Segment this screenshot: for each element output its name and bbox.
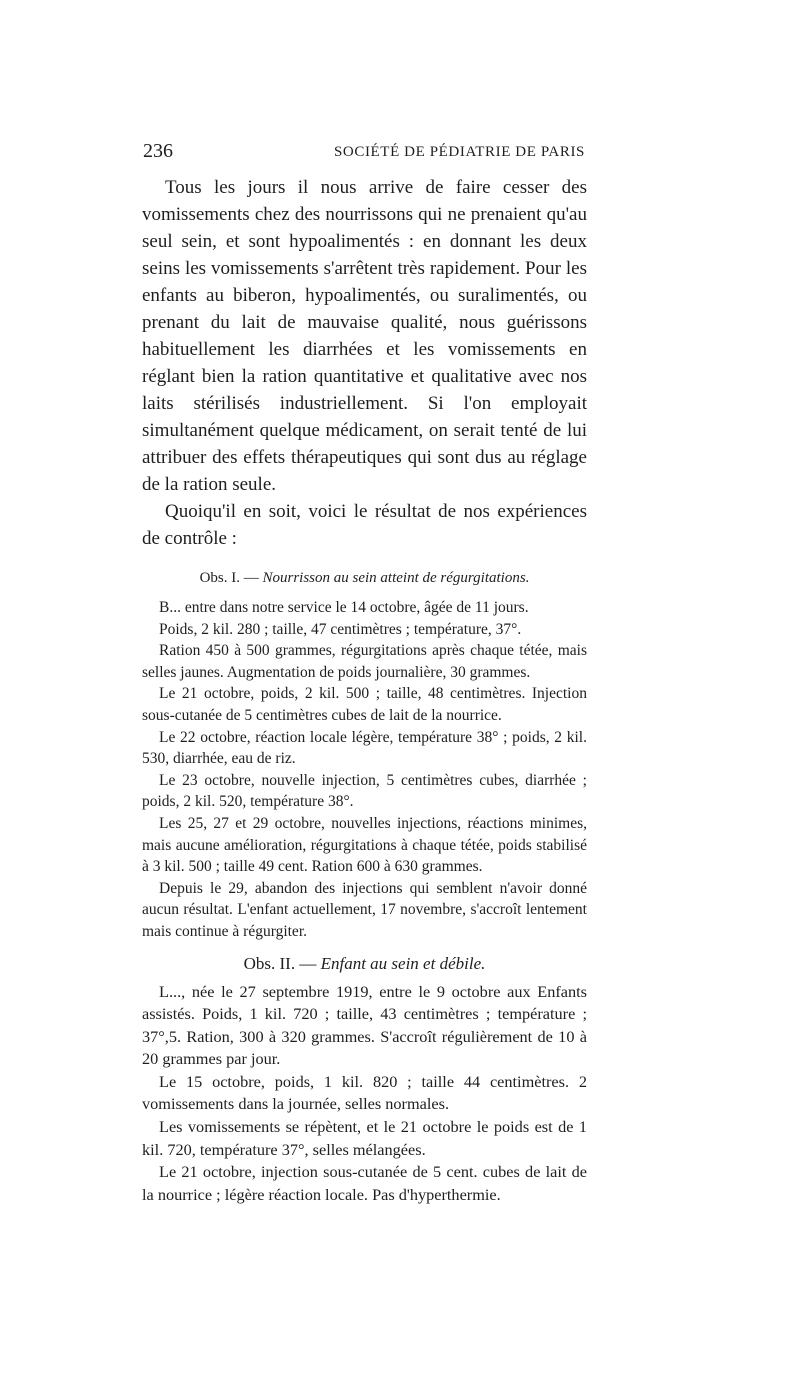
paragraph: Les 25, 27 et 29 octobre, nouvelles injections, réactions minimes, mais aucune amélioration, régurgitations à chaque tétée, poids stabilisé à 3 kil. 500 ; taille 49 cent. Ration 600 à 630 grammes. <box>142 814 587 876</box>
paragraph: Le 21 octobre, poids, 2 kil. 500 ; taille, 48 centimètres. Injection sous-cutanée de 5 centimètres cubes de lait de la nourrice. <box>142 685 587 724</box>
paragraph: Ration 450 à 500 grammes, régurgitations après chaque tétée, mais selles jaunes. Augmentation de poids journalière, 30 grammes. <box>142 642 587 681</box>
paragraph: Le 22 octobre, réaction locale légère, température 38° ; poids, 2 kil. 530, diarrhée, eau de riz. <box>142 728 587 768</box>
paragraph: B... entre dans notre service le 14 octobre, âgée de 11 jours. <box>159 599 529 616</box>
observation-heading <box>142 567 587 589</box>
observation-1 <box>142 597 587 943</box>
intro-section <box>142 174 587 552</box>
page-header <box>143 140 585 168</box>
paragraph: Tous les jours il nous arrive de faire cesser des vomissements chez des nourrissons qui ne prenaient qu'au seul sein, et sont hypoalimentés : en donnant les deux seins les vomissements s'arrêtent très rapidement. Pour les enfants au biberon, hypoalimentés, ou suralimentés, ou prenant du lait de mauvaise qualité, nous guérissons habituellement les diarrhées et les vomissements en réglant bien la ration quantitative et qualitative avec nos laits stérilisés industriellement. Si l'on employait simultanément quelque médicament, on serait tenté de lui attribuer des effets thérapeutiques qui sont dus au réglage de la ration seule. <box>142 177 587 495</box>
paragraph: Le 15 octobre, poids, 1 kil. 820 ; taille 44 centimètres. 2 vomissements dans la journée, selles normales. <box>142 1071 587 1114</box>
running-title: SOCIÉTÉ DE PÉDIATRIE DE PARIS <box>333 144 585 160</box>
observation-heading <box>142 953 587 975</box>
paragraph: Le 21 octobre, injection sous-cutanée de 5 cent. cubes de lait de la nourrice ; légère réaction locale. Pas d'hyperthermie. <box>142 1162 587 1204</box>
observation-label: Obs. II. — <box>243 953 321 973</box>
paragraph: Les vomissements se répètent, et le 21 octobre le poids est de 1 kil. 720, température 37°, selles mélangées. <box>142 1117 587 1159</box>
paragraph: Depuis le 29, abandon des injections qui semblent n'avoir donné aucun résultat. L'enfant actuellement, 17 novembre, s'accroît lentement mais continue à régurgiter. <box>142 879 587 940</box>
observation-label: Obs. I. — <box>199 570 263 586</box>
observation-2 <box>142 981 587 1207</box>
paragraph: L..., née le 27 septembre 1919, entre le 9 octobre aux Enfants assistés. Poids, 1 kil. 720 ; taille, 43 centimètres ; température ; 37°,5. Ration, 300 à 320 grammes. S'accroît régulièrement de 10 à 20 grammes par jour. <box>142 981 587 1069</box>
paragraph: Le 23 octobre, nouvelle injection, 5 centimètres cubes, diarrhée ; poids, 2 kil. 520, température 38°. <box>142 771 587 811</box>
paragraph: Quoiqu'il en soit, voici le résultat de nos expériences de contrôle : <box>142 501 587 549</box>
page-body <box>142 174 587 1206</box>
page-number: 236 <box>143 140 173 162</box>
paragraph: Poids, 2 kil. 280 ; taille, 47 centimètres ; température, 37°. <box>159 620 522 638</box>
observation-title: Enfant au sein et débile. <box>320 953 486 973</box>
observation-title: Nourrisson au sein atteint de régurgitations. <box>262 570 530 586</box>
